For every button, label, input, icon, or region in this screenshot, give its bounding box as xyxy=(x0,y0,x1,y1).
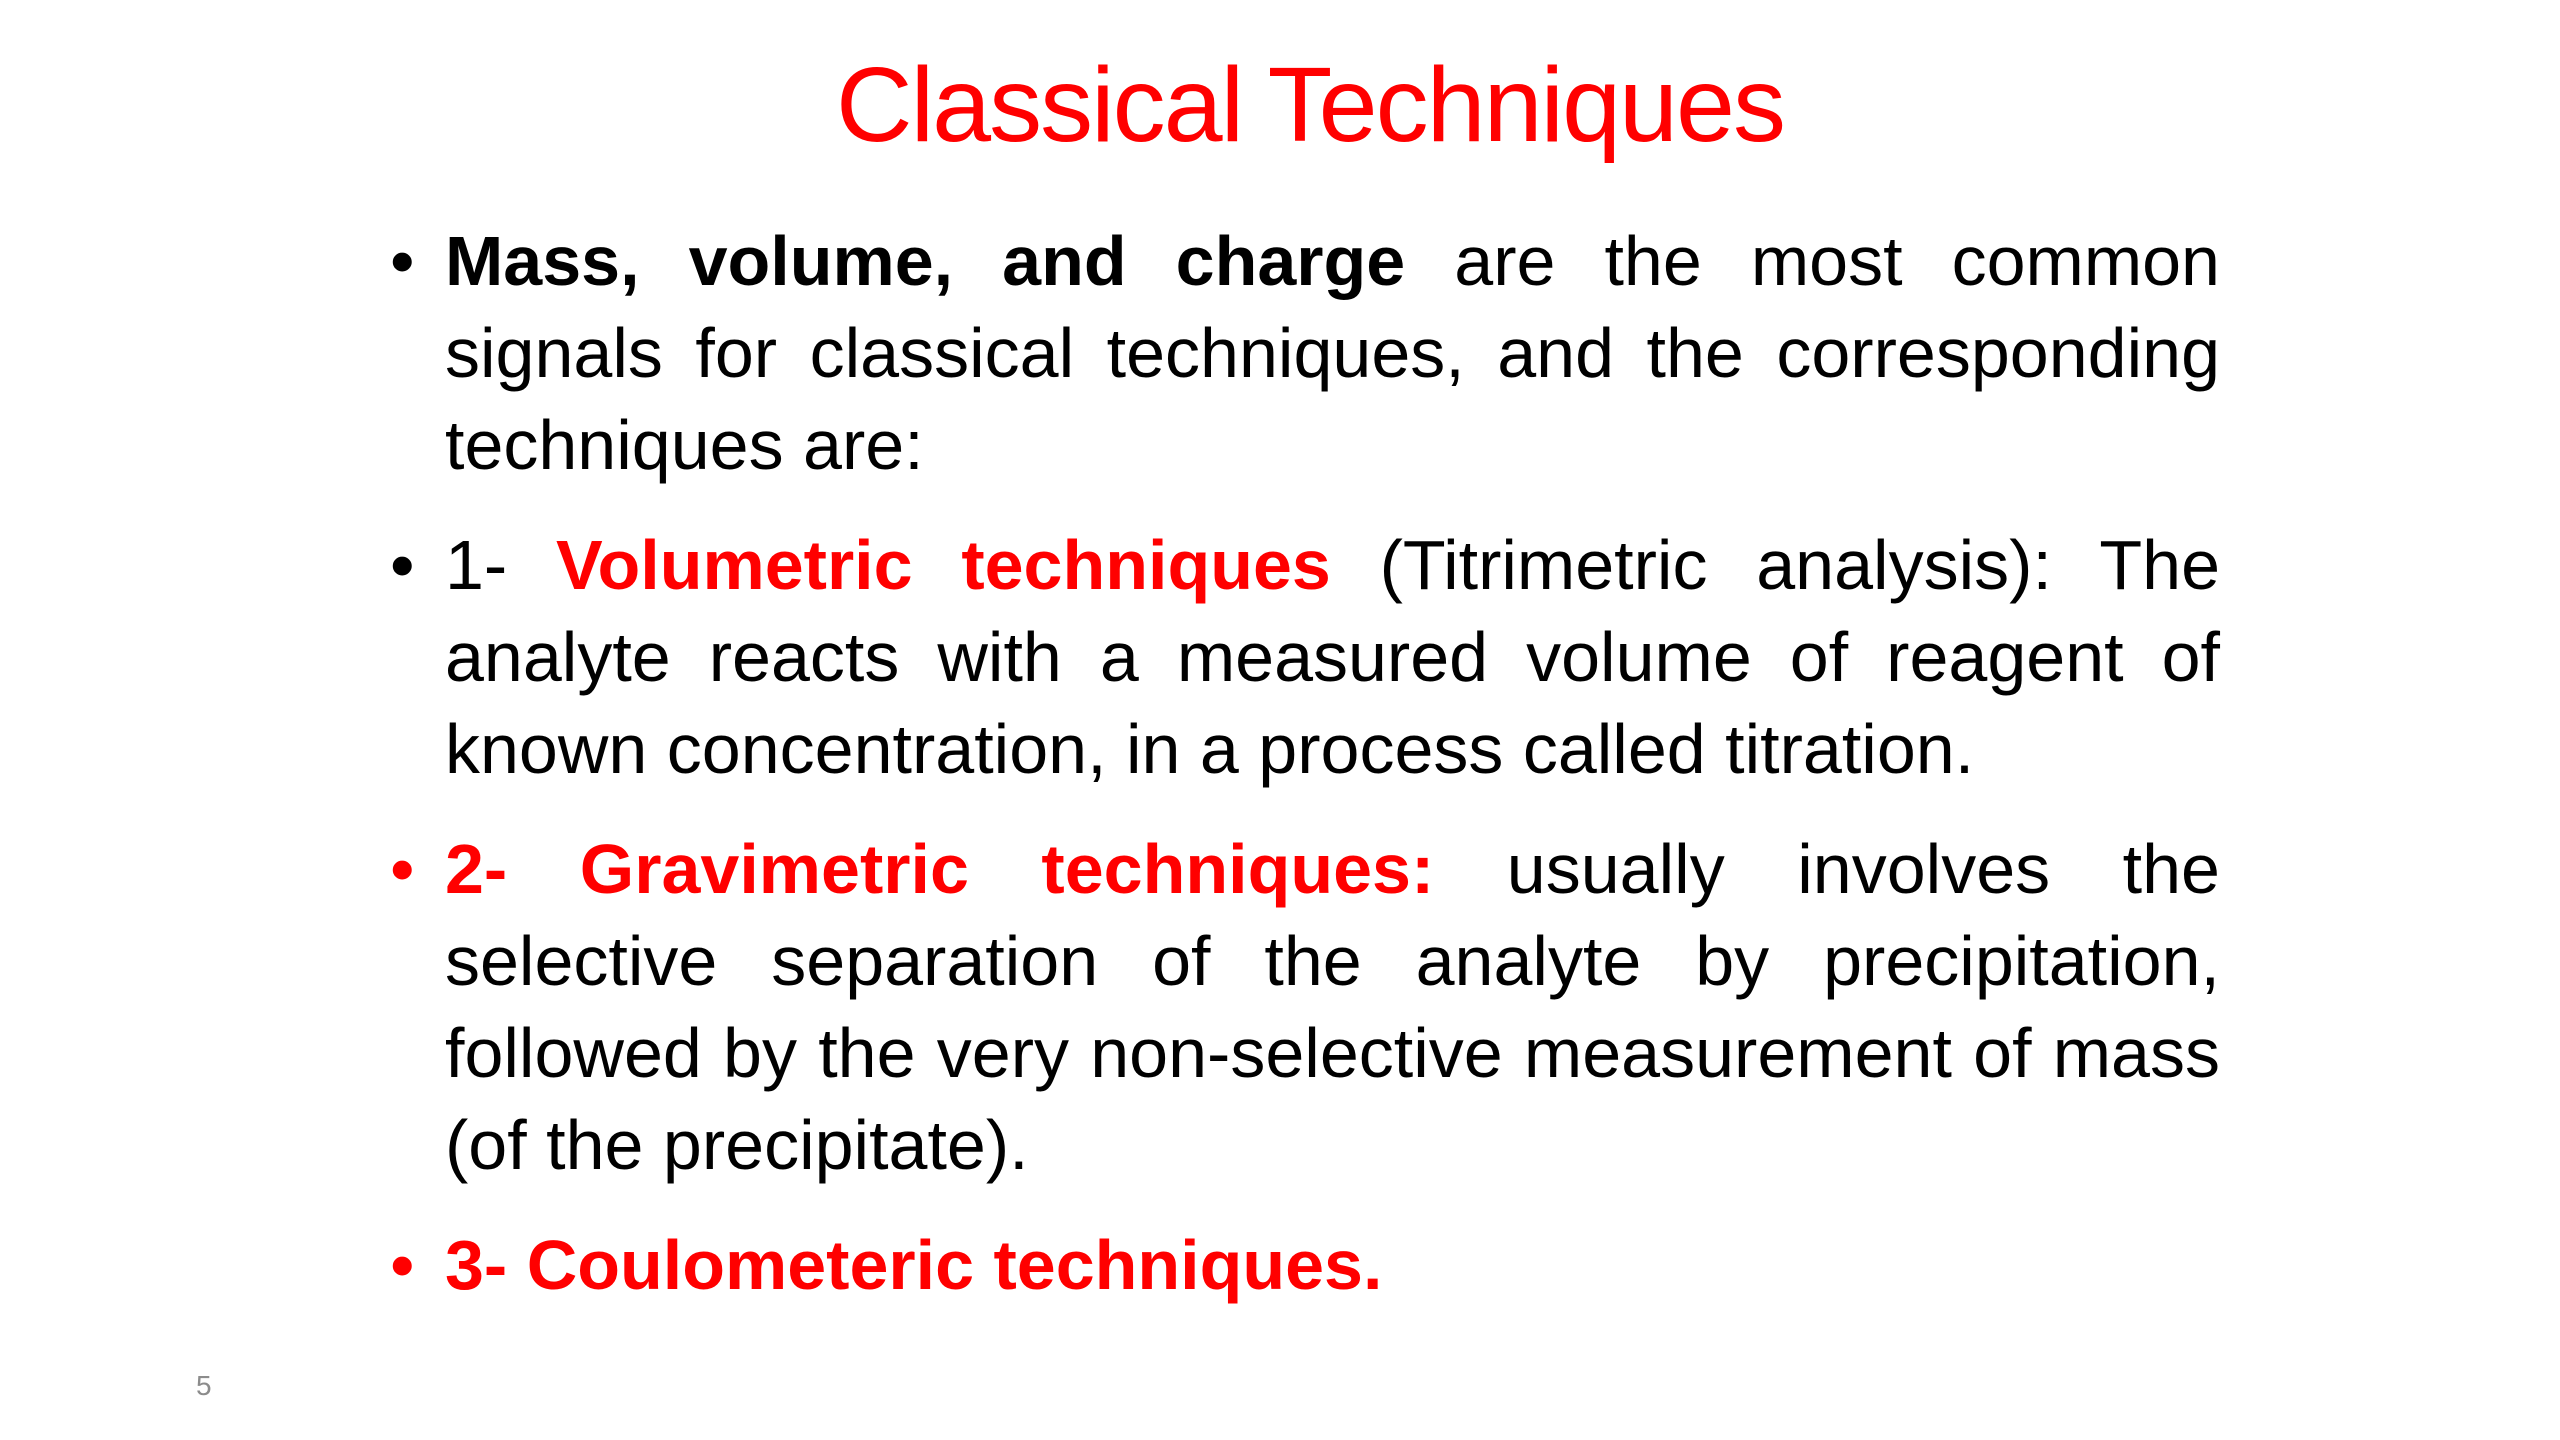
bullet-item xyxy=(390,1219,2220,1311)
page-number: 5 xyxy=(196,1370,212,1401)
bullet-highlight: 3- Coulometeric techniques. xyxy=(445,1226,1383,1304)
bullet-prefix: 1- xyxy=(445,526,556,604)
bullet-point-icon: • xyxy=(390,830,415,908)
bullet-text: are the most common signals for classical techniques, and the corresponding techniques are: xyxy=(445,222,2220,484)
bullet-point-icon: • xyxy=(390,222,415,300)
slide-title: Classical Techniques xyxy=(836,46,1784,164)
bullet-point-icon: • xyxy=(390,526,415,604)
bullet-highlight: 2- Gravimetric techniques: xyxy=(445,830,1435,908)
bullet-item xyxy=(390,823,2220,1191)
bullet-item xyxy=(390,519,2220,795)
bullet-text: usually involves the selective separation of the analyte by precipitation, followed by the very non-selective measurement of mass (of the precipitate). xyxy=(445,830,2220,1184)
bullet-highlight: Volumetric techniques xyxy=(556,526,1331,604)
bullet-point-icon: • xyxy=(390,1226,415,1304)
slide-body xyxy=(390,215,2220,1339)
bullet-bold-text: Mass, volume, and charge xyxy=(445,222,1406,300)
bullet-item xyxy=(390,215,2220,491)
bullet-text: (Titrimetric analysis): The analyte reacts with a measured volume of reagent of known concentration, in a process called titration. xyxy=(445,526,2220,788)
